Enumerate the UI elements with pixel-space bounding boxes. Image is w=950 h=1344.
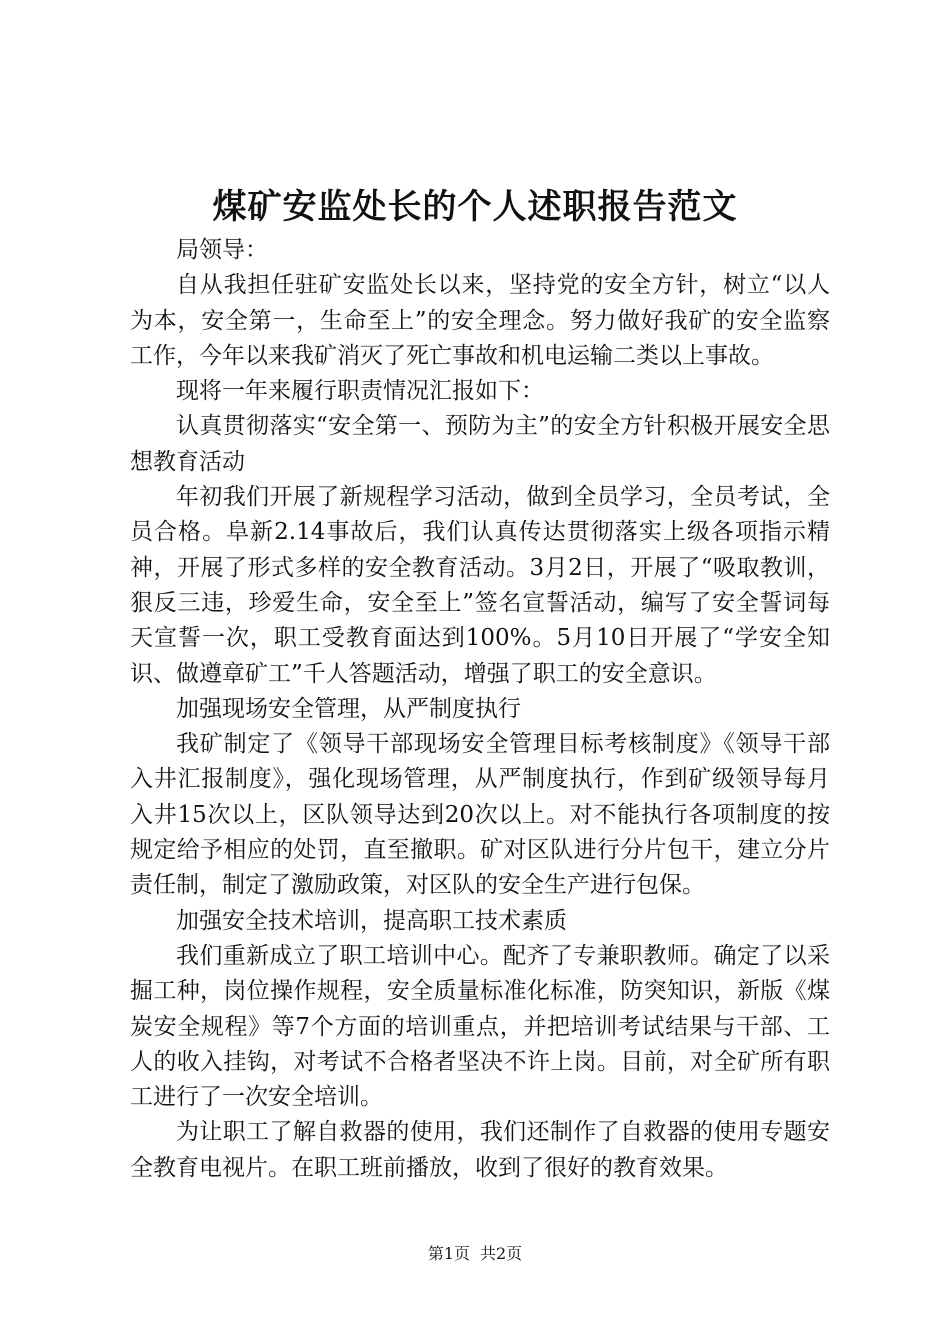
document-title: 煤矿安监处长的个人述职报告范文	[212, 187, 738, 227]
salutation: 局领导：	[176, 237, 268, 263]
document-body	[130, 233, 830, 1186]
paragraph-technical-training: 我们重新成立了职工培训中心。配齐了专兼职教师。确定了以采掘工种，岗位操作规程，安全质量标准化标准，防突知识，新版《煤炭安全规程》等7个方面的培训重点，并把培训考试结果与干部、工人的收入挂钩，对考试不合格者坚决不许上岗。目前，对全矿所有职工进行了一次安全培训。	[130, 942, 830, 1111]
paragraph-report-lead: 现将一年来履行职责情况汇报如下：	[176, 378, 544, 405]
page-total: 共2页	[480, 1244, 523, 1263]
section-heading-safety-education: 认真贯彻落实“安全第一、预防为主”的安全方针积极开展安全思想教育活动	[130, 413, 830, 475]
page-number: 第1页	[427, 1244, 470, 1263]
paragraph-self-rescuer-video: 为让职工了解自救器的使用，我们还制作了自救器的使用专题安全教育电视片。在职工班前播放，收到了很好的教育效果。	[130, 1119, 830, 1181]
section-heading-technical-training: 加强安全技术培训，提高职工技术素质	[176, 907, 567, 934]
paragraph-intro: 自从我担任驻矿安监处长以来，坚持党的安全方针，树立“以人为本，安全第一，生命至上”的安全理念。努力做好我矿的安全监察工作，今年以来我矿消灭了死亡事故和机电运输二类以上事故。	[130, 272, 830, 369]
page-footer	[0, 1243, 950, 1265]
section-heading-site-management: 加强现场安全管理，从严制度执行	[176, 695, 521, 722]
paragraph-safety-education: 年初我们开展了新规程学习活动，做到全员学习，全员考试，全员合格。阜新2.14事故后，我们认真传达贯彻落实上级各项指示精神，开展了形式多样的安全教育活动。3月2日，开展了“吸取教训，狠反三违，珍爱生命，安全至上”签名宣誓活动，编写了安全誓词每天宣誓一次，职工受教育面达到100%。5月10日开展了“学安全知识、做遵章矿工”千人答题活动，增强了职工的安全意识。	[130, 484, 830, 687]
paragraph-site-management: 我矿制定了《领导干部现场安全管理目标考核制度》《领导干部入井汇报制度》，强化现场管理，从严制度执行，作到矿级领导每月入井15次以上，区队领导达到20次以上。对不能执行各项制度的按规定给予相应的处罚，直至撤职。矿对区队进行分片包干，建立分片责任制，制定了激励政策，对区队的安全生产进行包保。	[130, 731, 830, 899]
